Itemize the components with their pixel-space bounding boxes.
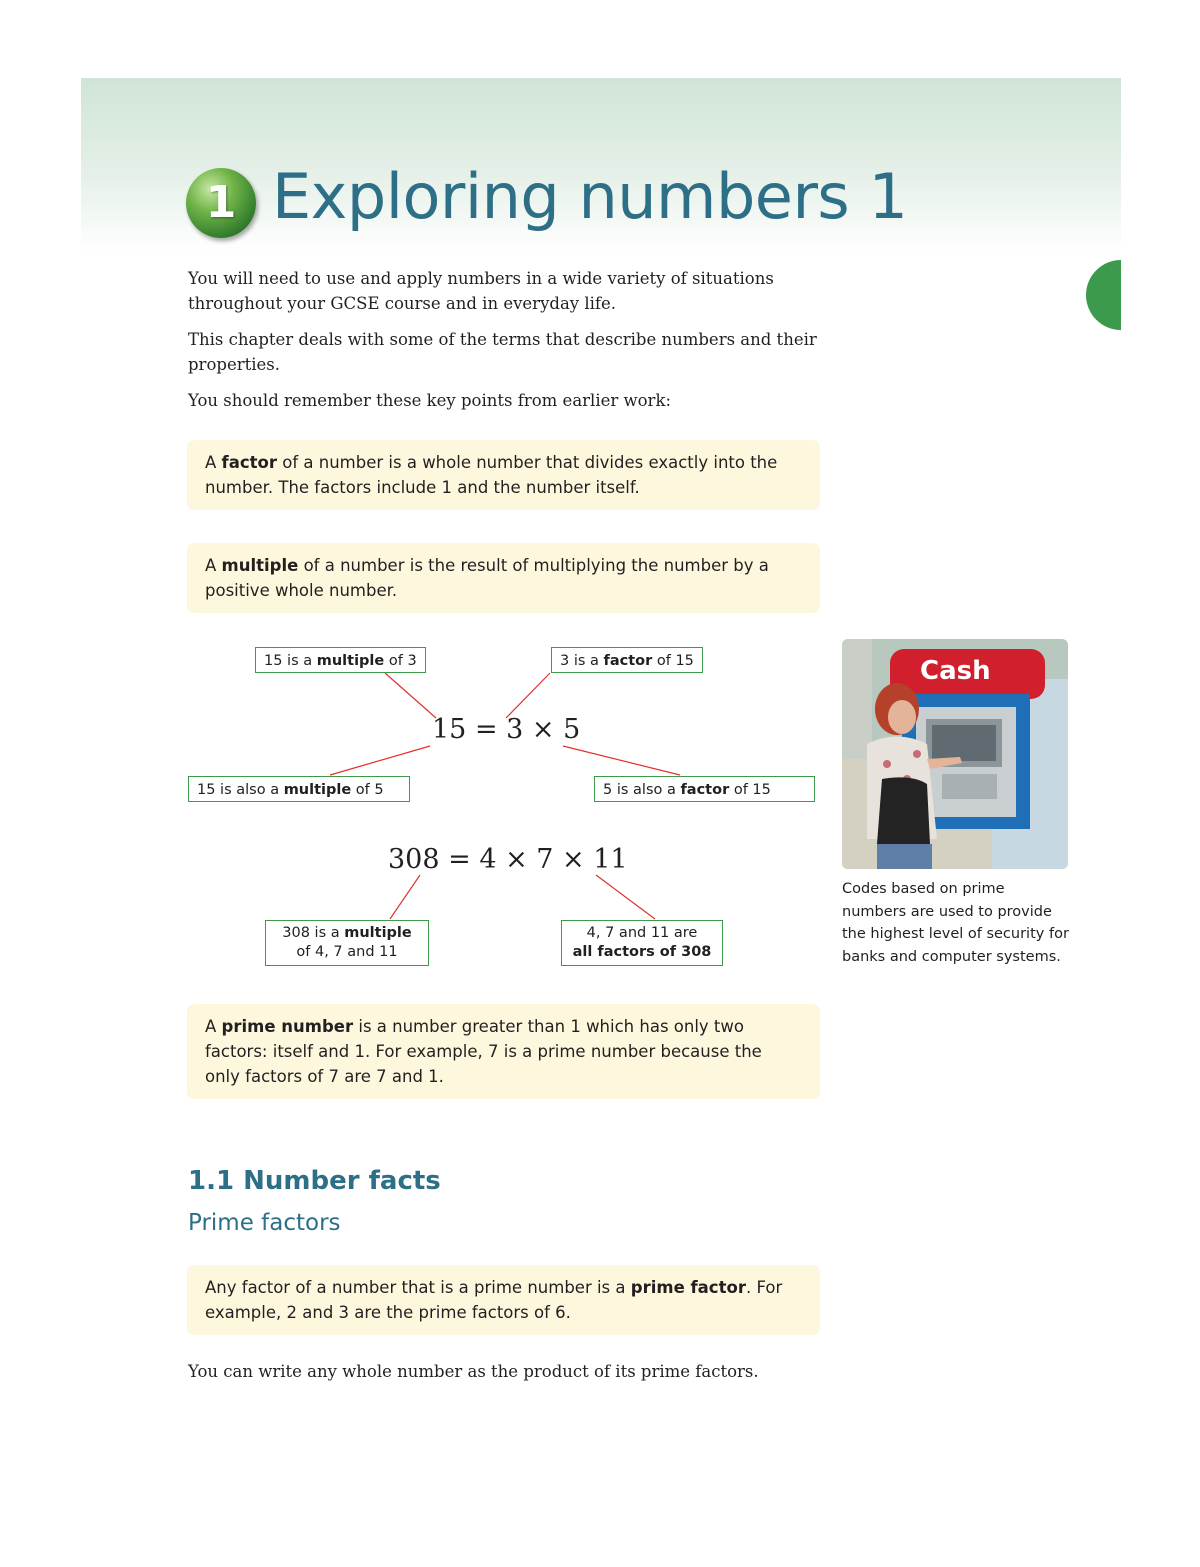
connector-line xyxy=(385,673,436,718)
key-point-prime-factor: Any factor of a number that is a prime number is a prime factor. For example, 2 and 3 are the prime factors of 6. xyxy=(187,1265,820,1335)
svg-text:Cash: Cash xyxy=(920,656,991,686)
label-15-multiple-of-3: 15 is a multiple of 3 xyxy=(255,647,426,673)
atm-photo xyxy=(842,639,1068,869)
chapter-number-badge xyxy=(186,168,256,238)
key-point-factor: A factor of a number is a whole number that divides exactly into the number. The factors include 1 and the number itself. xyxy=(187,440,820,510)
closing-paragraph: You can write any whole number as the product of its prime factors. xyxy=(188,1362,759,1381)
key-point-multiple: A multiple of a number is the result of multiplying the number by a positive whole number. xyxy=(187,543,820,613)
connector-line xyxy=(506,673,550,718)
connector-line xyxy=(330,746,430,775)
key-point-prime-number: A prime number is a number greater than 1 which has only two factors: itself and 1. For example, 7 is a prime number because the only factors of 7 are 7 and 1. xyxy=(187,1004,820,1099)
label-3-factor-of-15: 3 is a factor of 15 xyxy=(551,647,703,673)
intro-paragraph-1: You will need to use and apply numbers in a wide variety of situations throughout your GCSE course and in everyday life. xyxy=(188,269,774,313)
chapter-title: Exploring numbers 1 xyxy=(272,160,908,233)
connector-line xyxy=(596,875,655,919)
subsection-heading: Prime factors xyxy=(188,1210,341,1236)
photo-caption: Codes based on prime numbers are used to provide the highest level of security for banks and computer systems. xyxy=(842,881,1069,965)
label-15-multiple-of-5: 15 is also a multiple of 5 xyxy=(188,776,410,802)
section-heading: 1.1 Number facts xyxy=(188,1166,441,1196)
connector-line xyxy=(390,875,420,919)
connector-line xyxy=(563,746,680,775)
label-factors-of-308: 4, 7 and 11 are all factors of 308 xyxy=(561,920,723,966)
equation-15: 15 = 3 × 5 xyxy=(432,714,581,745)
label-5-factor-of-15: 5 is also a factor of 15 xyxy=(594,776,815,802)
label-308-multiple: 308 is a multiple of 4, 7 and 11 xyxy=(265,920,429,966)
chapter-number: 1 xyxy=(205,177,237,228)
equation-308: 308 = 4 × 7 × 11 xyxy=(388,844,628,875)
intro-paragraph-2: This chapter deals with some of the terms that describe numbers and their properties. xyxy=(188,330,817,374)
intro-paragraph-3: You should remember these key points from earlier work: xyxy=(188,391,672,410)
